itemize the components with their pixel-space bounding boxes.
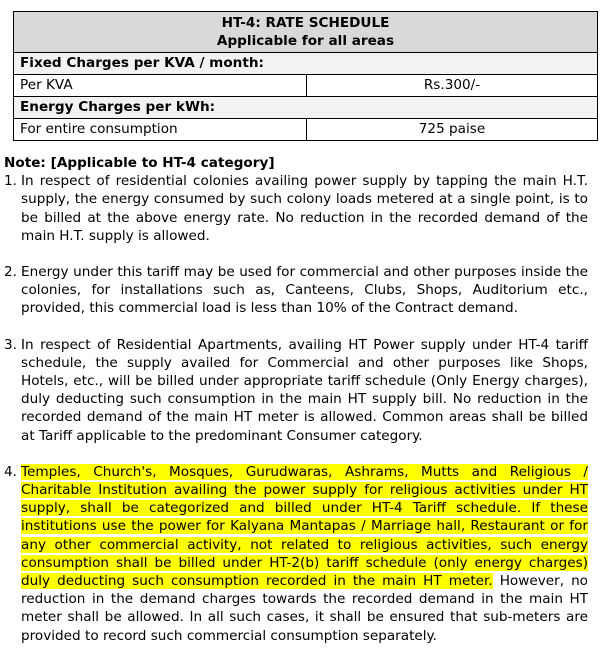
notes-section <box>4 154 588 663</box>
table-title-row <box>14 12 598 53</box>
energy-charges-value: 725 paise <box>307 119 598 141</box>
rate-schedule-table <box>13 11 598 141</box>
energy-charges-header: Energy Charges per kWh: <box>14 97 598 119</box>
note-text <box>21 463 588 645</box>
note-number: 1. <box>4 173 17 190</box>
note-item-4 <box>4 463 588 645</box>
note-text: Energy under this tariff may be used for commercial and other purposes inside the colonies, for installations such as, Canteens, Clubs, Shops, Auditorium etc., provided, this commercial load is less than 10% of the Contract demand. <box>21 264 588 317</box>
fixed-charges-header-row <box>14 53 598 75</box>
note-text-rest: However, no reduction in the demand charges towards the recorded demand in the main HT meter shall be allowed. In all such cases, it shall be ensured that sub-meters are provided to record such commercial consumption separately. <box>21 573 588 644</box>
table-row <box>14 75 598 97</box>
note-text: In respect of residential colonies availing power supply by tapping the main H.T. supply, the energy consumed by such colony loads metered at a single point, is to be billed at the above energy rate. No reduction in the recorded demand of the main H.T. supply is allowed. <box>21 173 588 244</box>
note-number: 2. <box>4 264 17 281</box>
energy-charges-header-row <box>14 97 598 119</box>
fixed-charges-value: Rs.300/- <box>307 75 598 97</box>
note-number: 4. <box>4 463 17 480</box>
table-title <box>14 12 598 53</box>
table-title-line1: HT-4: RATE SCHEDULE <box>221 15 390 31</box>
note-item-2 <box>4 263 588 318</box>
fixed-charges-label: Per KVA <box>14 75 307 97</box>
note-number: 3. <box>4 336 17 353</box>
note-text: In respect of Residential Apartments, availing HT Power supply under HT-4 tariff schedule, the supply availed for Commercial and other purposes like Shops, Hotels, etc., will be billed under appropriate tariff schedule (Only Energy charges), duly deducting such consumption in the main HT supply bill. No reduction in the recorded demand of the main HT meter is allowed. Common areas shall be billed at Tariff applicable to the predominant Consumer category. <box>21 336 588 444</box>
table-row <box>14 119 598 141</box>
energy-charges-label: For entire consumption <box>14 119 307 141</box>
highlighted-text: Temples, Church's, Mosques, Gurudwaras, Ashrams, Mutts and Religious / Charitable Institution availing the power supply for religious activities under HT supply, shall be categorized and billed under HT-4 Tariff schedule. If these institutions use the power for Kalyana Mantapas / Marriage hall, Restaurant or for any other commercial activity, not related to religious activities, such energy consumption shall be billed under HT-2(b) tariff schedule (only energy charges) duly deducting such consumption recorded in the main HT meter. <box>21 463 588 590</box>
notes-title: Note: [Applicable to HT-4 category] <box>4 155 275 171</box>
table-title-line2: Applicable for all areas <box>216 33 395 49</box>
fixed-charges-header: Fixed Charges per KVA / month: <box>14 53 598 75</box>
note-item-3 <box>4 336 588 445</box>
note-item-1 <box>4 172 588 245</box>
